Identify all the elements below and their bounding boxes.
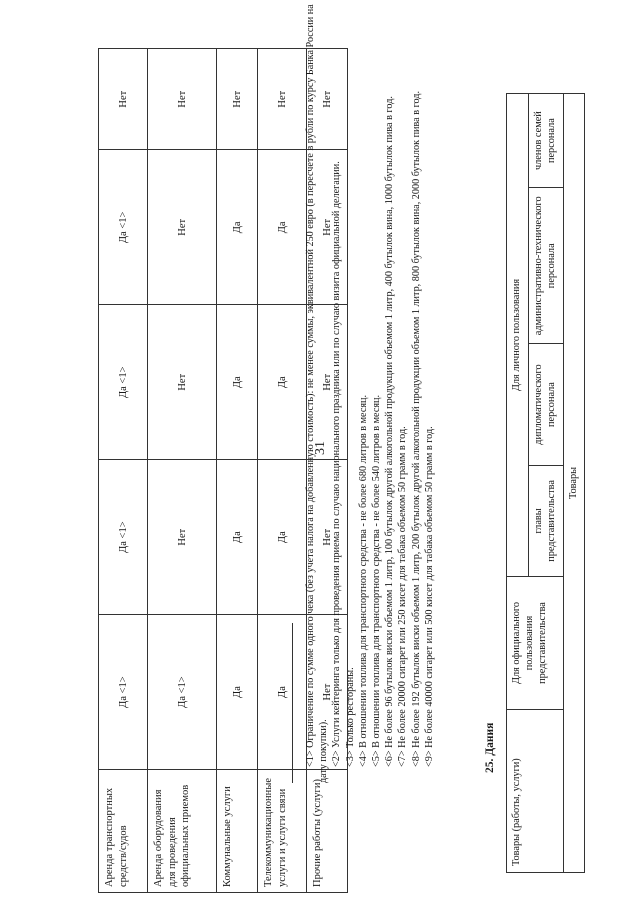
- row-label: Аренда транспортных средств/судов: [99, 770, 148, 893]
- table-row: [99, 49, 148, 893]
- table-cell: Нет: [148, 460, 217, 615]
- sub-head-diplomatic: дипломатического персонала: [528, 344, 563, 466]
- table-header-row: [507, 94, 529, 873]
- table-cell: Да: [258, 305, 307, 460]
- table-cell: Да: [217, 150, 258, 305]
- table-cell: Да: [258, 615, 307, 770]
- table-cell: Да: [217, 615, 258, 770]
- row-label: Коммунальные услуги: [217, 770, 258, 893]
- section-title: 25. Дания: [484, 722, 496, 773]
- table-cell: Нет: [217, 49, 258, 150]
- row-label: Прочие работы (услуги): [307, 770, 348, 893]
- denmark-table: [506, 93, 585, 873]
- footnote-3: <3> Только рестораны.: [344, 667, 356, 767]
- table-cell: Нет: [148, 150, 217, 305]
- table-row: [258, 49, 307, 893]
- table-cell: Да: [217, 305, 258, 460]
- footnote-8: <8> Не более 192 бутылок виски объемом 1 литр, 200 бутылок другой алкогольной продукции объемом 1 литр, 800 бутылок вина, 2000 бутылок пива в год.: [410, 90, 422, 767]
- sub-head-family: членов семей персонала: [528, 94, 563, 188]
- col-goods-header: Товары (работы, услуги): [507, 710, 564, 873]
- footnote-5: <5> В отношении топлива для транспортного средства - не более 540 литров в месяц.: [371, 394, 383, 767]
- table-cell: Нет: [258, 49, 307, 150]
- table-cell: Да <1>: [99, 150, 148, 305]
- footnote-6: <6> Не более 96 бутылок виски объемом 1 литр, 100 бутылок другой алкогольной продукции объемом 1 литр, 400 бутылок вина, 1000 бутылок пива в год.: [384, 96, 396, 767]
- footnote-1: <1> Ограничение по сумме одного чека (без учета налога на добавленную стоимость): не менее суммы, эквивалентной 250 евро (в пересчете в рубли по курсу Банка России на дату покупки).: [305, 4, 330, 783]
- table-cell: Да: [258, 460, 307, 615]
- table-cell: Да <1>: [99, 615, 148, 770]
- footnotes: [304, 3, 436, 783]
- footnote-4: <4> В отношении топлива для транспортного средства - не более 680 литров в месяц.: [357, 394, 369, 767]
- row-label: Аренда оборудования для проведения официальных приемов: [148, 770, 217, 893]
- table-cell: Нет: [307, 150, 348, 305]
- sub-head-admin-tech: административно-технического персонала: [528, 188, 563, 344]
- table-cell: Нет: [148, 49, 217, 150]
- page-number: 31: [313, 441, 328, 455]
- table-row: [563, 94, 585, 873]
- footnote-9: <9> Не более 40000 сигарет или 500 кисет для табака объемом 50 грамм в год.: [423, 426, 435, 767]
- table-cell: Да: [217, 460, 258, 615]
- table-row: [217, 49, 258, 893]
- goods-row-label: Товары: [563, 94, 585, 873]
- row-label: Телекоммуникационные услуги и услуги связи: [258, 770, 307, 893]
- table-cell: Нет: [307, 460, 348, 615]
- table-cell: Нет: [307, 49, 348, 150]
- table-cell: Да <1>: [99, 305, 148, 460]
- footnote-7: <7> Не более 20000 сигарет или 250 кисет для табака объемом 50 грамм в год.: [397, 426, 409, 767]
- table-cell: Да: [258, 150, 307, 305]
- table-cell: Нет: [307, 305, 348, 460]
- table-cell: Нет: [307, 615, 348, 770]
- table-cell: Нет: [148, 305, 217, 460]
- table-cell: Нет: [99, 49, 148, 150]
- col-official-header: Для официального пользования представительства: [507, 577, 564, 710]
- table-row: [148, 49, 217, 893]
- footnote-divider: [292, 623, 293, 783]
- rotated-page-content: [14, 4, 640, 893]
- footnote-2: <2> Услуги кейтеринга только для проведения приема по случаю национального праздника или по случаю визита официальной делегации.: [331, 161, 343, 767]
- table-cell: Да <1>: [148, 615, 217, 770]
- col-personal-header: Для личного пользования: [507, 94, 529, 577]
- sub-head-chief: главы представительства: [528, 465, 563, 576]
- table-cell: Да <1>: [99, 460, 148, 615]
